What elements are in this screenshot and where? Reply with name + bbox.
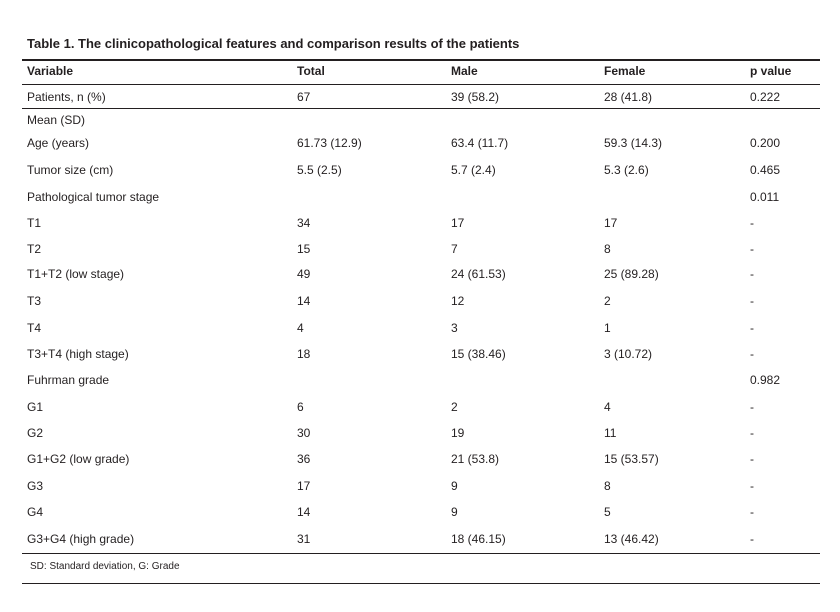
cell-p-value: - <box>750 242 754 256</box>
table-row <box>0 344 840 364</box>
table-header-row <box>0 61 840 81</box>
cell-total: 31 <box>297 532 311 546</box>
cell-male: 15 (38.46) <box>451 347 506 361</box>
cell-female: 2 <box>604 294 611 308</box>
cell-total: 14 <box>297 294 311 308</box>
cell-female: 1 <box>604 321 611 335</box>
table-row <box>0 318 840 338</box>
header-male: Male <box>451 64 478 78</box>
section-rule <box>22 108 820 109</box>
cell-male: 24 (61.53) <box>451 267 506 281</box>
cell-female: 25 (89.28) <box>604 267 659 281</box>
cell-total: 4 <box>297 321 304 335</box>
header-variable: Variable <box>27 64 74 78</box>
table-row <box>0 187 840 207</box>
cell-p-value: - <box>750 267 754 281</box>
cell-total: 30 <box>297 426 311 440</box>
cell-total: 5.5 (2.5) <box>297 163 342 177</box>
table-row <box>0 133 840 153</box>
cell-total: 14 <box>297 505 311 519</box>
table-row <box>0 264 840 284</box>
cell-female: 8 <box>604 479 611 493</box>
cell-p-value: - <box>750 294 754 308</box>
cell-variable: G3+G4 (high grade) <box>27 532 135 546</box>
cell-female: 8 <box>604 242 611 256</box>
cell-female: 4 <box>604 400 611 414</box>
cell-variable: T4 <box>27 321 42 335</box>
cell-female: 5 <box>604 505 611 519</box>
cell-total: 15 <box>297 242 311 256</box>
cell-male: 2 <box>451 400 458 414</box>
cell-total: 18 <box>297 347 311 361</box>
cell-p-value: - <box>750 216 754 230</box>
cell-total: 61.73 (12.9) <box>297 136 362 150</box>
cell-variable: G1 <box>27 400 44 414</box>
cell-male: 19 <box>451 426 465 440</box>
cell-p-value: 0.465 <box>750 163 781 177</box>
cell-female: 3 (10.72) <box>604 347 653 361</box>
cell-p-value: - <box>750 321 754 335</box>
table-row <box>0 160 840 180</box>
cell-male: 12 <box>451 294 465 308</box>
cell-female: 11 <box>604 426 617 440</box>
cell-variable: T1 <box>27 216 42 230</box>
cell-variable: G2 <box>27 426 44 440</box>
cell-total: 49 <box>297 267 311 281</box>
cell-variable: G3 <box>27 479 44 493</box>
table-footnote: SD: Standard deviation, G: Grade <box>30 561 180 572</box>
header-rule <box>22 84 820 85</box>
cell-p-value: 0.222 <box>750 90 781 104</box>
cell-male: 18 (46.15) <box>451 532 506 546</box>
cell-total: 67 <box>297 90 311 104</box>
cell-variable: T1+T2 (low stage) <box>27 267 125 281</box>
table-row <box>0 476 840 496</box>
cell-variable: T3+T4 (high stage) <box>27 347 129 361</box>
table-row <box>0 239 840 259</box>
cell-p-value: 0.982 <box>750 373 781 387</box>
table-row <box>0 423 840 443</box>
cell-variable: G1+G2 (low grade) <box>27 452 130 466</box>
table-row <box>0 370 840 390</box>
cell-variable: G4 <box>27 505 44 519</box>
cell-female: 59.3 (14.3) <box>604 136 663 150</box>
cell-male: 3 <box>451 321 458 335</box>
cell-p-value: - <box>750 426 754 440</box>
cell-male: 9 <box>451 479 458 493</box>
table-row <box>0 110 840 130</box>
cell-variable: Pathological tumor stage <box>27 190 160 204</box>
footnote-rule <box>22 583 820 584</box>
table-row <box>0 449 840 469</box>
cell-p-value: - <box>750 479 754 493</box>
table-row <box>0 213 840 233</box>
cell-variable: Patients, n (%) <box>27 90 106 104</box>
table-row <box>0 502 840 522</box>
cell-p-value: - <box>750 347 754 361</box>
cell-p-value: - <box>750 400 754 414</box>
cell-variable: Mean (SD) <box>27 113 86 127</box>
cell-variable: Fuhrman grade <box>27 373 110 387</box>
cell-female: 17 <box>604 216 618 230</box>
cell-female: 28 (41.8) <box>604 90 653 104</box>
table-title: Table 1. The clinicopathological features and comparison results of the patients <box>27 36 520 51</box>
table-row <box>0 87 840 107</box>
cell-total: 17 <box>297 479 311 493</box>
cell-female: 15 (53.57) <box>604 452 659 466</box>
cell-female: 5.3 (2.6) <box>604 163 649 177</box>
cell-p-value: 0.200 <box>750 136 781 150</box>
cell-male: 7 <box>451 242 458 256</box>
cell-total: 34 <box>297 216 311 230</box>
cell-male: 9 <box>451 505 458 519</box>
cell-variable: T3 <box>27 294 42 308</box>
cell-male: 39 (58.2) <box>451 90 500 104</box>
cell-variable: Tumor size (cm) <box>27 163 114 177</box>
cell-male: 63.4 (11.7) <box>451 136 509 150</box>
table-row <box>0 529 840 549</box>
cell-total: 36 <box>297 452 311 466</box>
cell-female: 13 (46.42) <box>604 532 659 546</box>
header-total: Total <box>297 64 325 78</box>
header-p-value: p value <box>750 64 792 78</box>
cell-p-value: 0.011 <box>750 190 780 204</box>
cell-male: 5.7 (2.4) <box>451 163 496 177</box>
cell-p-value: - <box>750 532 754 546</box>
table-row <box>0 397 840 417</box>
cell-male: 21 (53.8) <box>451 452 500 466</box>
cell-variable: T2 <box>27 242 42 256</box>
table-row <box>0 291 840 311</box>
cell-p-value: - <box>750 505 754 519</box>
header-female: Female <box>604 64 646 78</box>
cell-total: 6 <box>297 400 304 414</box>
cell-variable: Age (years) <box>27 136 90 150</box>
cell-male: 17 <box>451 216 465 230</box>
cell-p-value: - <box>750 452 754 466</box>
bottom-rule <box>22 553 820 554</box>
